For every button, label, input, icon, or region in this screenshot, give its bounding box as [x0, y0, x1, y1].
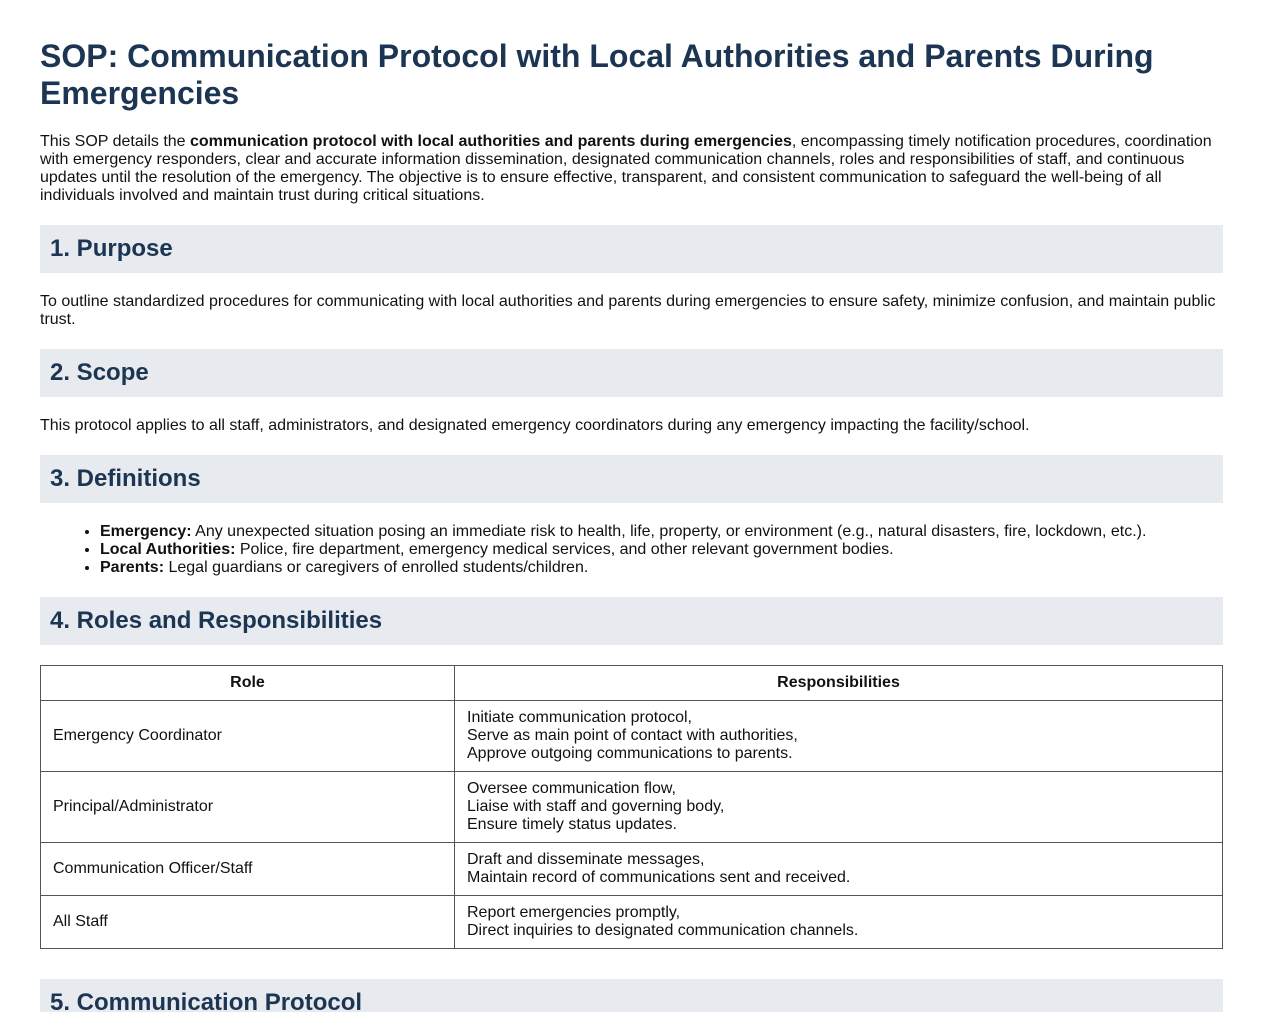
definition-item — [100, 559, 1223, 577]
section-heading-scope: 2. Scope — [50, 359, 149, 386]
definition-text: Any unexpected situation posing an immediate risk to health, life, property, or environment (e.g., natural disasters, fire, lockdown, etc.). — [191, 523, 1147, 540]
responsibility-line: Direct inquiries to designated communication channels. — [467, 922, 859, 939]
definition-text: Police, fire department, emergency medical services, and other relevant government bodies. — [235, 541, 894, 558]
intro-paragraph — [40, 133, 1223, 205]
section-header-protocol — [40, 979, 1223, 1012]
responsibility-line: Initiate communication protocol, — [467, 709, 692, 726]
definitions-list — [40, 523, 1223, 577]
role-cell: Emergency Coordinator — [41, 701, 455, 772]
responsibilities-cell — [455, 701, 1223, 772]
section-header-purpose — [40, 225, 1223, 273]
responsibilities-cell — [455, 896, 1223, 949]
scope-text: This protocol applies to all staff, administrators, and designated emergency coordinators during any emergency impacting the facility/school. — [40, 417, 1030, 434]
section-heading-purpose: 1. Purpose — [50, 235, 173, 262]
table-row — [41, 896, 1223, 949]
column-header-responsibilities: Responsibilities — [455, 666, 1223, 701]
section-heading-protocol: 5. Communication Protocol — [50, 989, 363, 1012]
responsibility-line: Ensure timely status updates. — [467, 816, 677, 833]
responsibility-line: Draft and disseminate messages, — [467, 851, 705, 868]
table-row — [41, 843, 1223, 896]
responsibility-line: Approve outgoing communications to parents. — [467, 745, 793, 762]
section-heading-definitions: 3. Definitions — [50, 465, 201, 492]
section-header-definitions — [40, 455, 1223, 503]
definition-item — [100, 541, 1223, 559]
section-header-roles — [40, 597, 1223, 645]
definition-term: Local Authorities: — [100, 541, 236, 558]
table-header-row — [41, 666, 1223, 701]
intro-suffix: , encompassing timely notification procedures, coordination with emergency responders, clear and accurate information dissemination, designated communication channels, roles and responsibilities of staff, and continuous updates until the resolution of the emergency. The objective is to ensure effective, transparent, and consistent communication to safeguard the well-being of all individuals involved and maintain trust during critical situations. — [40, 133, 1212, 204]
section-header-scope — [40, 349, 1223, 397]
table-row — [41, 772, 1223, 843]
role-cell: Communication Officer/Staff — [41, 843, 455, 896]
sop-document — [40, 0, 1223, 1012]
responsibility-line: Serve as main point of contact with authorities, — [467, 727, 798, 744]
definition-term: Emergency: — [100, 523, 192, 540]
role-cell: Principal/Administrator — [41, 772, 455, 843]
responsibilities-cell — [455, 843, 1223, 896]
responsibility-line: Maintain record of communications sent and received. — [467, 869, 851, 886]
table-row — [41, 701, 1223, 772]
responsibilities-cell — [455, 772, 1223, 843]
definition-text: Legal guardians or caregivers of enrolled students/children. — [164, 559, 589, 576]
role-cell: All Staff — [41, 896, 455, 949]
roles-table — [40, 665, 1223, 949]
intro-prefix: This SOP details the — [40, 133, 190, 150]
definition-term: Parents: — [100, 559, 165, 576]
definition-item — [100, 523, 1223, 541]
responsibility-line: Liaise with staff and governing body, — [467, 798, 725, 815]
responsibility-line: Oversee communication flow, — [467, 780, 676, 797]
section-heading-roles: 4. Roles and Responsibilities — [50, 607, 383, 634]
responsibility-line: Report emergencies promptly, — [467, 904, 681, 921]
intro-bold: communication protocol with local authorities and parents during emergencies — [190, 133, 792, 150]
page-title: SOP: Communication Protocol with Local Authorities and Parents During Emergencies — [40, 38, 1154, 111]
purpose-text: To outline standardized procedures for communicating with local authorities and parents during emergencies to ensure safety, minimize confusion, and maintain public trust. — [40, 293, 1216, 328]
column-header-role: Role — [41, 666, 455, 701]
